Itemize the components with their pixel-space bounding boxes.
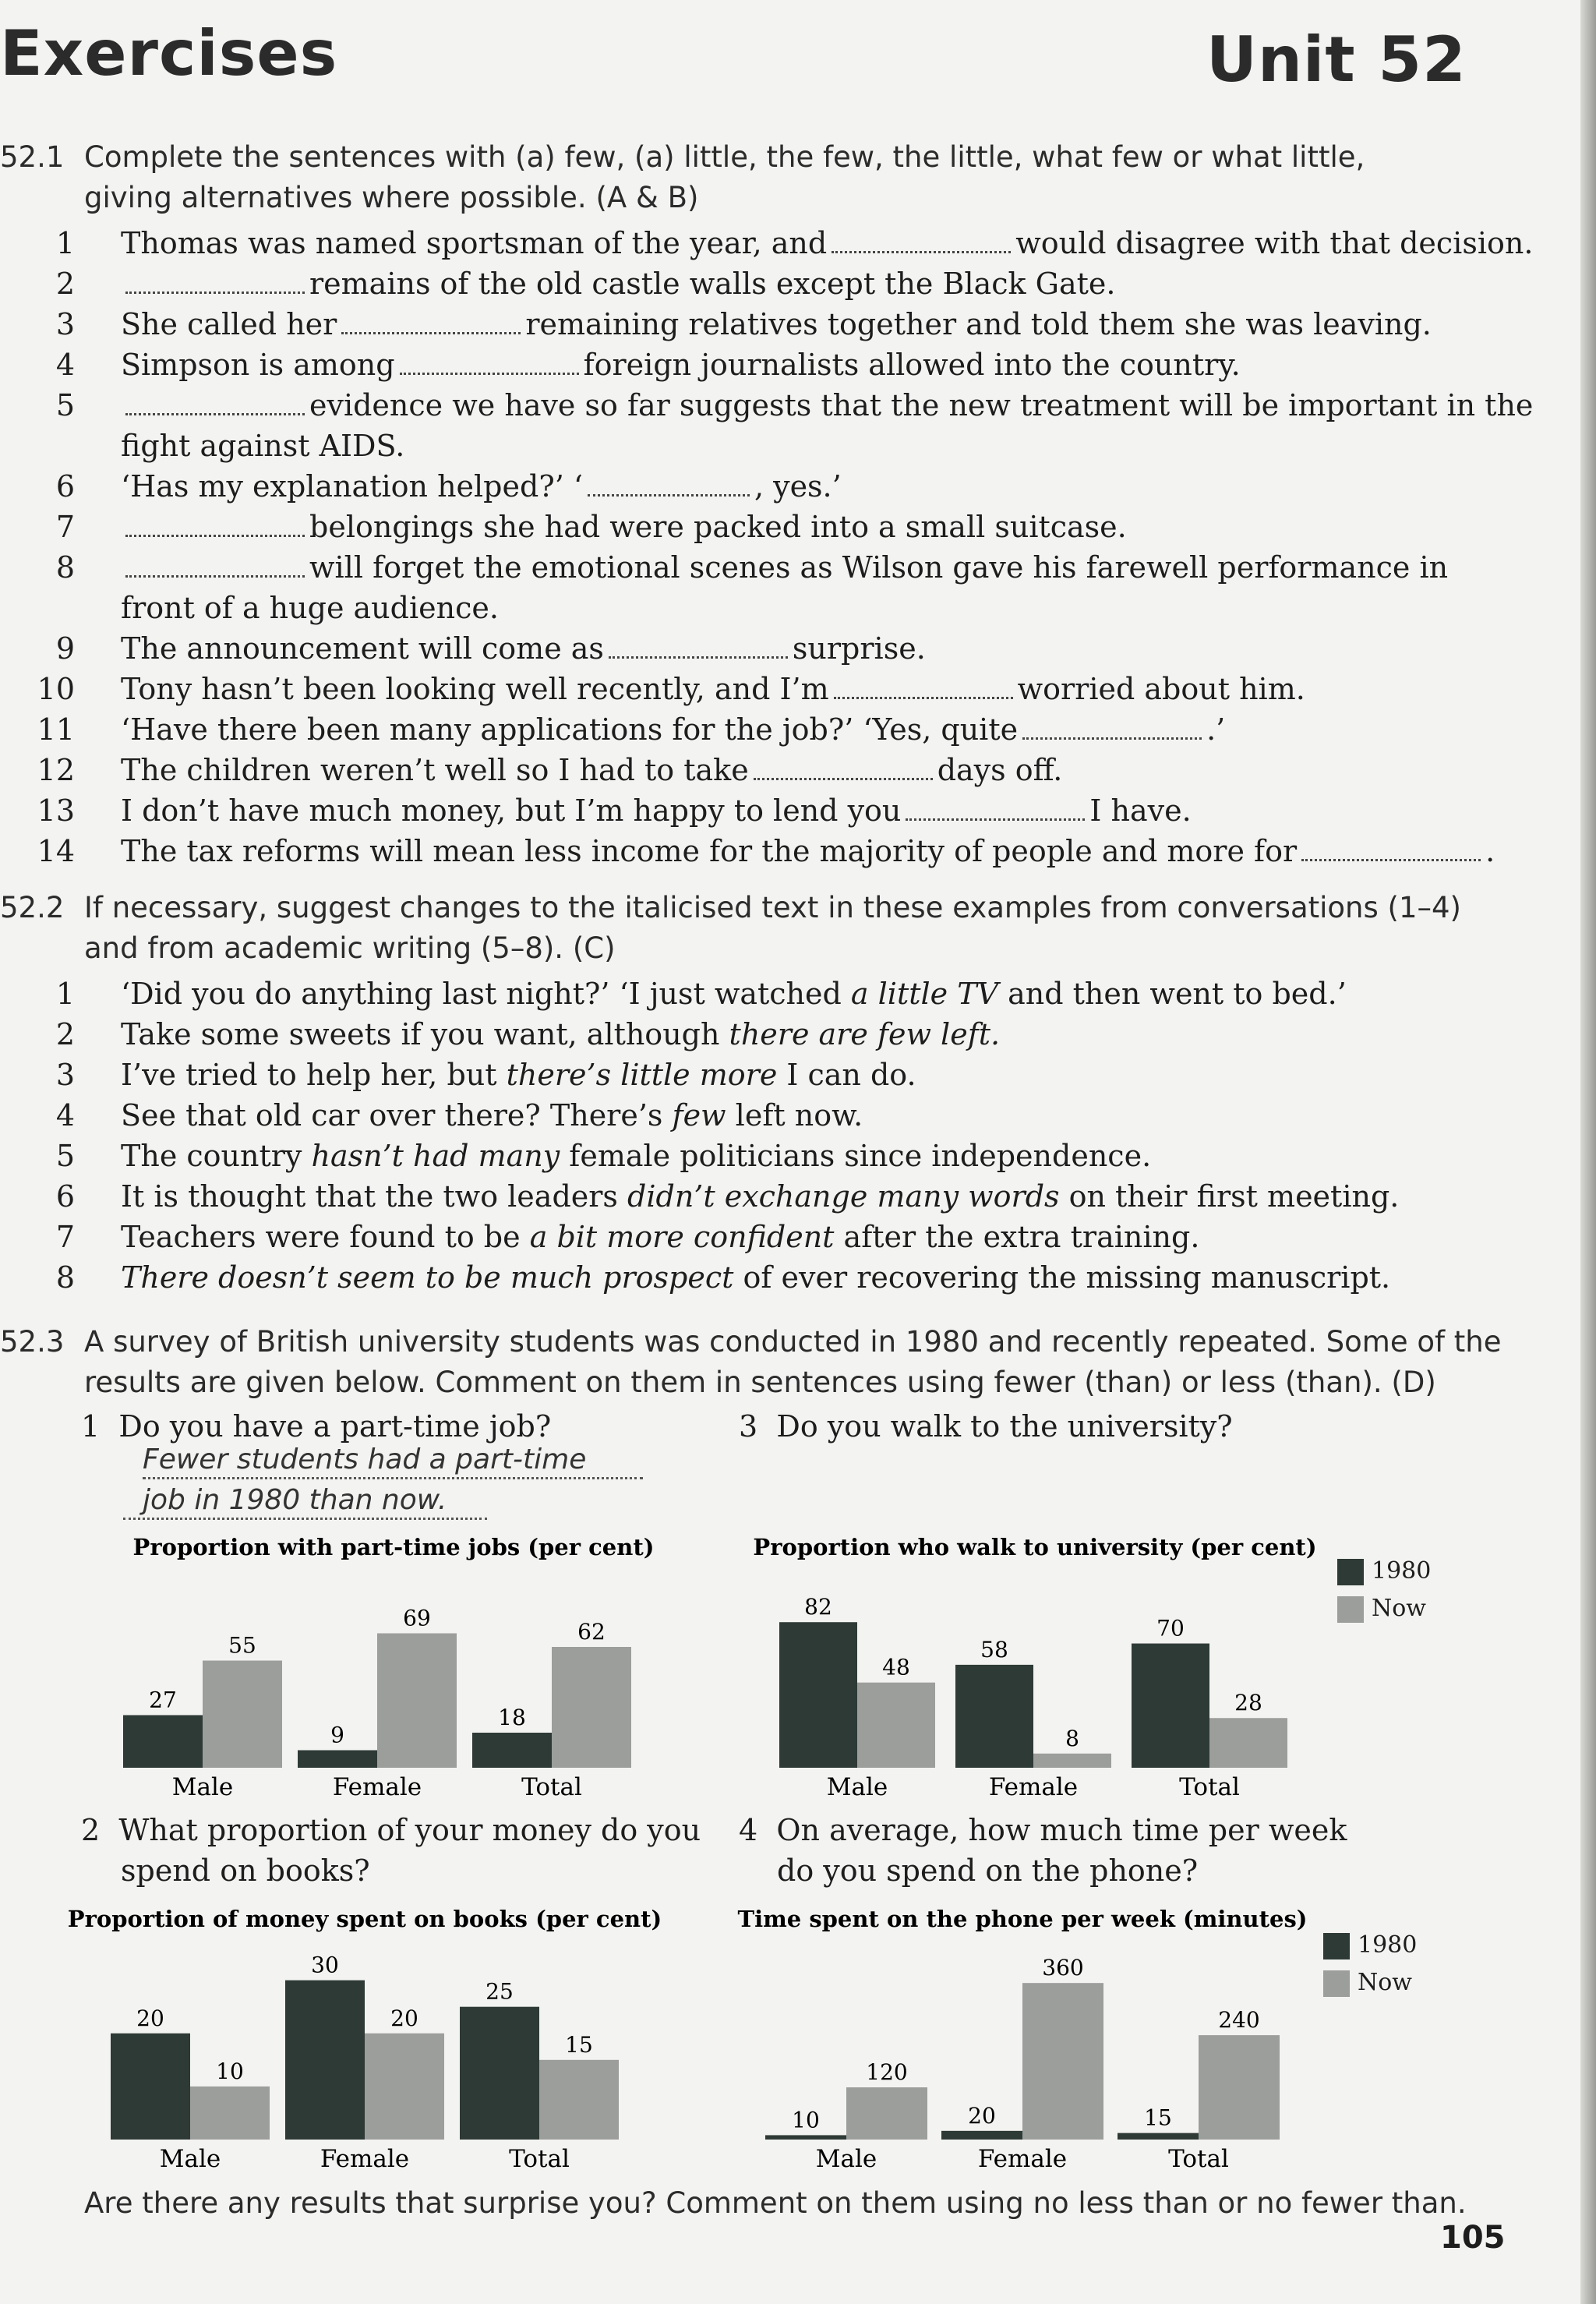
item-number: 2 — [55, 1017, 75, 1051]
item-text: Thomas was named sportsman of the year, and — [121, 226, 828, 260]
page-number: 105 — [1440, 2220, 1506, 2256]
item-text: foreign journalists allowed into the country. — [583, 348, 1241, 382]
item-text: belongings she had were packed into a small suitcase. — [309, 510, 1127, 544]
data-label: 10 — [216, 2058, 244, 2084]
bar-male-1980 — [123, 1716, 203, 1769]
chart-title: Proportion of money spent on books (per cent) — [67, 1906, 662, 1932]
bar-male-now — [857, 1683, 935, 1768]
bar-male-now — [203, 1661, 282, 1769]
data-label: 8 — [1065, 1725, 1079, 1751]
item-text: I have. — [1089, 793, 1192, 828]
bar-female-1980 — [285, 1981, 365, 2140]
item-number: 7 — [55, 510, 75, 544]
data-label: 240 — [1218, 2007, 1260, 2034]
item-text: The country — [121, 1139, 312, 1173]
item-text: , yes.’ — [754, 469, 842, 504]
item-text: Tony hasn’t been looking well recently, and I’m — [121, 672, 829, 706]
legend-now: Now — [1337, 1595, 1426, 1623]
legend-1980: 1980 — [1337, 1557, 1431, 1585]
bar-male-1980 — [779, 1622, 857, 1768]
bar-total-1980 — [472, 1733, 552, 1768]
data-label: 18 — [498, 1705, 526, 1730]
item-text: remains of the old castle walls except the Black Gate. — [309, 267, 1116, 301]
bar-chart-1 — [123, 1534, 654, 1801]
item-text: ‘Did you do anything last night?’ ‘I just watched — [121, 977, 851, 1011]
bar-chart-2 — [753, 1534, 1316, 1801]
item-text: evidence we have so far suggests that the new treatment will be important in the — [309, 388, 1534, 422]
item-number: 1 — [55, 226, 75, 260]
exercise-number: 52.1 — [0, 140, 65, 174]
item-number: 13 — [37, 793, 75, 828]
legend-now: Now — [1323, 1969, 1412, 1997]
exercise-number: 52.3 — [0, 1325, 65, 1359]
bar-female-now — [1022, 1983, 1103, 2140]
item-text: left now. — [726, 1098, 863, 1133]
data-label: 27 — [149, 1687, 177, 1713]
bar-chart-3 — [68, 1906, 662, 2173]
item-text: The announcement will come as — [121, 631, 604, 666]
exercise-instruction-line2: results are given below. Comment on them in sentences using fewer (than) or less (than). (D) — [84, 1366, 1436, 1399]
data-label: 25 — [486, 1978, 514, 2005]
data-label: 20 — [390, 2005, 418, 2031]
item-text-continued: front of a huge audience. — [121, 591, 499, 625]
question-4-line2: do you spend on the phone? — [777, 1853, 1199, 1888]
question-2-line2: spend on books? — [121, 1853, 370, 1888]
data-label: 360 — [1042, 1955, 1084, 1981]
data-label: 20 — [136, 2005, 164, 2031]
italicised-text: there’s little more — [506, 1058, 778, 1092]
italicised-text: there are few left. — [729, 1017, 1001, 1051]
bar-chart-4 — [738, 1906, 1308, 2173]
item-text: The tax reforms will mean less income for the majority of people and more for — [121, 834, 1298, 868]
category-label: Total — [1179, 1773, 1240, 1801]
data-label: 48 — [882, 1654, 910, 1680]
legend-1980: 1980 — [1323, 1931, 1417, 1959]
exercise-instruction-line2: and from academic writing (5–8). (C) — [84, 931, 616, 965]
item-text: ‘Has my explanation helped?’ ‘ — [121, 469, 583, 504]
item-text: I’ve tried to help her, but — [121, 1058, 507, 1092]
category-label: Female — [332, 1773, 422, 1801]
item-number: 11 — [37, 712, 75, 747]
item-text: surprise. — [792, 631, 926, 666]
data-label: 58 — [980, 1636, 1008, 1663]
item-number: 12 — [37, 753, 75, 787]
data-label: 15 — [565, 2031, 593, 2058]
item-text-continued: fight against AIDS. — [121, 429, 405, 463]
item-text: on their first meeting. — [1059, 1179, 1400, 1214]
final-instruction: Are there any results that surprise you? Comment on them using no less than or no fewer than. — [84, 2186, 1467, 2220]
chart-title: Proportion who walk to university (per cent) — [753, 1534, 1317, 1560]
bar-total-now — [1209, 1718, 1287, 1768]
category-label: Female — [320, 2145, 410, 2173]
handwritten-answer-line1: Fewer students had a part-time — [143, 1444, 643, 1479]
item-text: days off. — [937, 753, 1063, 787]
item-text: I don’t have much money, but I’m happy to lend you — [121, 793, 902, 828]
item-text: female politicians since independence. — [560, 1139, 1152, 1173]
data-label: 15 — [1144, 2104, 1172, 2131]
question-4: 4 On average, how much time per week — [739, 1813, 1347, 1847]
category-label: Male — [815, 2145, 877, 2173]
data-label: 10 — [792, 2107, 820, 2133]
item-number: 6 — [55, 469, 75, 504]
item-number: 4 — [55, 348, 75, 382]
data-label: 82 — [804, 1594, 832, 1620]
item-number: 9 — [55, 631, 75, 666]
bar-total-1980 — [1132, 1644, 1209, 1768]
item-text: She called her — [121, 307, 337, 341]
item-number: 10 — [37, 672, 75, 706]
italicised-text: There doesn’t seem to be much prospect — [121, 1260, 734, 1295]
item-number: 8 — [55, 550, 75, 585]
item-text: It is thought that the two leaders — [121, 1179, 628, 1214]
chart-title: Time spent on the phone per week (minutes) — [737, 1906, 1308, 1932]
item-text: The children weren’t well so I had to take — [121, 753, 749, 787]
item-text: remaining relatives together and told them she was leaving. — [525, 307, 1432, 341]
bar-total-now — [1199, 2035, 1280, 2140]
bar-female-now — [365, 2034, 444, 2140]
item-number: 3 — [55, 1058, 75, 1092]
exercise-instruction: If necessary, suggest changes to the italicised text in these examples from conversations (1–4) — [84, 891, 1461, 924]
category-label: Total — [521, 1773, 582, 1801]
bar-male-now — [190, 2087, 270, 2140]
chart-title: Proportion with part-time jobs (per cent) — [132, 1534, 655, 1560]
item-text: of ever recovering the missing manuscript. — [733, 1260, 1391, 1295]
italicised-text: a bit more confident — [529, 1220, 835, 1254]
category-label: Female — [977, 2145, 1068, 2173]
category-label: Male — [171, 1773, 234, 1801]
bar-total-1980 — [460, 2007, 539, 2140]
item-number: 6 — [55, 1179, 75, 1214]
item-text: will forget the emotional scenes as Wilson gave his farewell performance in — [309, 550, 1449, 585]
item-number: 8 — [55, 1260, 75, 1295]
bar-male-1980 — [765, 2135, 846, 2140]
bar-female-1980 — [298, 1751, 377, 1769]
exercise-number: 52.2 — [0, 891, 65, 924]
bar-male-now — [846, 2087, 927, 2140]
item-number: 2 — [55, 267, 75, 301]
bar-total-now — [552, 1647, 631, 1768]
item-text: See that old car over there? There’s — [121, 1098, 673, 1133]
category-label: Female — [988, 1773, 1079, 1801]
item-number: 14 — [37, 834, 75, 868]
item-number: 7 — [55, 1220, 75, 1254]
item-number: 5 — [55, 1139, 75, 1173]
unit-title: Unit 52 — [1206, 23, 1467, 96]
item-text: Take some sweets if you want, although — [121, 1017, 729, 1051]
data-label: 69 — [403, 1605, 431, 1631]
bar-female-1980 — [955, 1665, 1033, 1768]
item-number: 3 — [55, 307, 75, 341]
item-number: 4 — [55, 1098, 75, 1133]
data-label: 20 — [968, 2102, 996, 2129]
item-text: Simpson is among — [121, 348, 395, 382]
data-label: 70 — [1156, 1615, 1185, 1641]
bar-female-now — [1033, 1754, 1111, 1768]
item-text: after the extra training. — [834, 1220, 1200, 1254]
bar-total-1980 — [1118, 2133, 1199, 2140]
data-label: 28 — [1234, 1690, 1262, 1716]
item-text: . — [1485, 834, 1495, 868]
italicised-text: hasn’t had many — [311, 1139, 560, 1173]
bar-male-1980 — [111, 2034, 190, 2140]
exercise-instruction-line2: giving alternatives where possible. (A & B) — [84, 181, 699, 214]
exercise-instruction: A survey of British university students was conducted in 1980 and recently repeated. Some of the — [84, 1325, 1502, 1359]
data-label: 9 — [330, 1722, 344, 1748]
item-text: Teachers were found to be — [121, 1220, 530, 1254]
data-label: 120 — [866, 2059, 908, 2086]
handwritten-answer-line2: job in 1980 than now. — [123, 1484, 487, 1520]
category-label: Total — [509, 2145, 570, 2173]
category-label: Male — [826, 1773, 888, 1801]
item-text: I can do. — [777, 1058, 916, 1092]
question-1: 1 Do you have a part-time job? — [81, 1409, 552, 1444]
item-text: .’ — [1206, 712, 1226, 747]
item-text: ‘Have there been many applications for the job?’ ‘Yes, quite — [121, 712, 1019, 747]
data-label: 30 — [311, 1952, 339, 1978]
bar-female-now — [377, 1634, 457, 1769]
category-label: Male — [159, 2145, 221, 2173]
bar-total-now — [539, 2060, 619, 2140]
exercise-instruction: Complete the sentences with (a) few, (a) little, the few, the little, what few or what little, — [84, 140, 1365, 174]
page-title: Exercises — [0, 17, 338, 90]
italicised-text: didn’t exchange many words — [627, 1179, 1060, 1214]
italicised-text: a little TV — [850, 977, 999, 1011]
bar-female-1980 — [941, 2131, 1022, 2140]
italicised-text: few — [672, 1098, 726, 1133]
data-label: 62 — [577, 1619, 606, 1645]
item-number: 5 — [55, 388, 75, 422]
category-label: Total — [1168, 2145, 1229, 2173]
question-3: 3 Do you walk to the university? — [739, 1409, 1233, 1444]
item-number: 1 — [55, 977, 75, 1011]
item-text: would disagree with that decision. — [1015, 226, 1534, 260]
question-2: 2 What proportion of your money do you — [81, 1813, 701, 1847]
item-text: worried about him. — [1017, 672, 1305, 706]
data-label: 55 — [228, 1632, 256, 1659]
item-text: and then went to bed.’ — [998, 977, 1347, 1011]
